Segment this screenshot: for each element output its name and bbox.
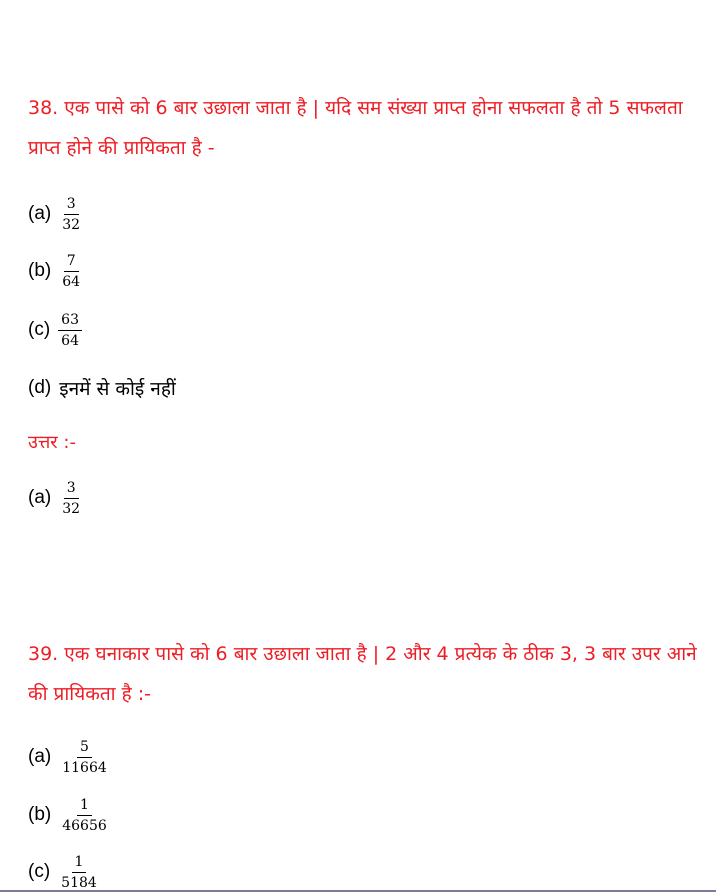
answer-fraction — [59, 480, 83, 517]
question-38-answer — [28, 478, 83, 518]
option-fraction — [59, 739, 110, 776]
option-label: (b) — [28, 260, 52, 281]
page-bottom-divider — [0, 890, 716, 892]
option-text: इनमें से कोई नहीं — [59, 378, 176, 400]
option-label: (a) — [28, 203, 52, 224]
fraction-numerator: 1 — [72, 854, 87, 873]
fraction-denominator: 64 — [62, 273, 81, 290]
fraction-numerator: 5 — [77, 739, 92, 758]
fraction-numerator: 3 — [64, 196, 79, 215]
question-39-text: 39. एक घनाकार पासे को 6 बार उछाला जाता है | 2 और 4 प्रत्येक के ठीक 3, 3 बार उपर आने की प्रायिकता है :- — [28, 643, 697, 705]
fraction-numerator: 1 — [77, 797, 92, 816]
fraction-denominator: 5184 — [61, 874, 97, 891]
question-39-option-b — [28, 795, 110, 835]
option-label: (b) — [28, 804, 52, 825]
fraction-denominator: 46656 — [62, 817, 107, 834]
option-fraction — [58, 854, 100, 891]
fraction-denominator: 32 — [62, 216, 81, 233]
fraction-numerator: 3 — [64, 480, 79, 499]
option-fraction — [59, 797, 110, 834]
option-label: (c) — [28, 861, 51, 882]
fraction-numerator: 63 — [58, 312, 82, 331]
option-fraction — [59, 253, 83, 290]
fraction-denominator: 11664 — [62, 759, 107, 776]
option-label: (c) — [28, 319, 51, 340]
answer-heading: उत्तर :- — [28, 432, 76, 453]
option-fraction — [59, 196, 83, 233]
fraction-denominator: 64 — [61, 332, 79, 349]
question-38-option-b — [28, 251, 83, 291]
question-39-option-c — [28, 852, 100, 892]
question-38-option-a — [28, 194, 83, 234]
question-38-option-d — [28, 368, 176, 408]
question-38-text: 38. एक पासे को 6 बार उछाला जाता है | यदि सम संख्या प्राप्त होना सफलता है तो 5 सफलता प्राप्त होने की प्रायिकता है - — [28, 97, 683, 159]
question-39-option-a — [28, 737, 110, 777]
fraction-denominator: 32 — [62, 500, 81, 517]
option-label: (a) — [28, 746, 52, 767]
option-label: (d) — [28, 377, 52, 398]
fraction-numerator: 7 — [64, 253, 79, 272]
option-fraction — [58, 312, 82, 349]
question-38-option-c — [28, 310, 82, 350]
answer-label: (a) — [28, 487, 52, 508]
